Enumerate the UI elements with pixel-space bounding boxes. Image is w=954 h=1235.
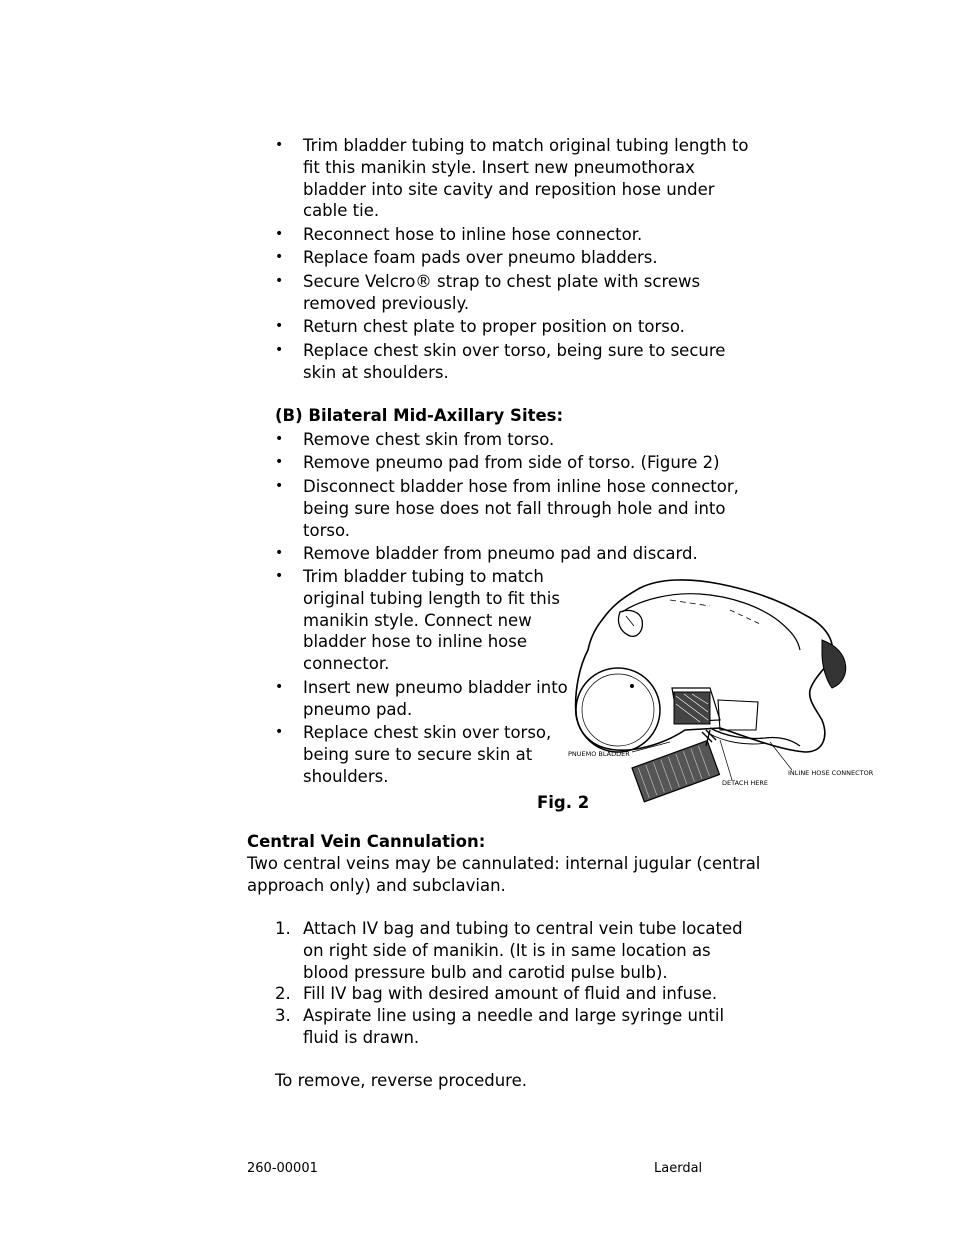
text-line: Secure Velcro® strap to chest plate with screws	[303, 272, 701, 291]
bullet-icon: •	[275, 679, 284, 695]
text-line: Remove bladder from pneumo pad and discard.	[303, 544, 698, 563]
closing-text: To remove, reverse procedure.	[275, 1071, 527, 1090]
bullet-icon: •	[275, 724, 284, 740]
text-line: fit this manikin style. Insert new pneumothorax	[303, 157, 695, 177]
text-line: bladder into site cavity and reposition hose under	[303, 179, 715, 199]
step-number: 1.	[275, 919, 291, 938]
text-line: torso.	[303, 520, 350, 540]
step-number: 3.	[275, 1006, 291, 1025]
pneumo-bladder	[632, 741, 719, 802]
right-dark-band	[822, 640, 846, 688]
text-line: fluid is drawn.	[303, 1027, 420, 1047]
central-vein-intro	[247, 853, 760, 897]
text-line: Return chest plate to proper position on torso.	[303, 317, 685, 336]
footer-brand: Laerdal	[654, 1161, 703, 1176]
arm-opening	[576, 668, 660, 752]
text-line: skin at shoulders.	[303, 362, 449, 382]
text-line: Attach IV bag and tubing to central vein tube located	[303, 919, 743, 938]
text-line: cable tie.	[303, 201, 380, 221]
text-line: connector.	[303, 654, 390, 674]
figure-caption: Fig. 2	[537, 793, 590, 812]
label-pneumo-bladder: PNUEMO BLADDER	[568, 750, 630, 758]
bullet-icon: •	[275, 454, 284, 470]
text-line: on right side of manikin. (It is in same location as	[303, 940, 711, 960]
torso-outline	[576, 580, 833, 752]
text-line: manikin style. Connect new	[303, 610, 532, 630]
text-line: Fill IV bag with desired amount of fluid and infuse.	[303, 984, 718, 1003]
text-line: blood pressure bulb and carotid pulse bulb).	[303, 962, 668, 982]
text-line: Insert new pneumo bladder into	[303, 678, 568, 697]
footer-document-number: 260-00001	[247, 1161, 318, 1176]
hose	[710, 728, 800, 746]
text-line: Two central veins may be cannulated: internal jugular (central	[247, 854, 761, 873]
text-line: being sure hose does not fall through hole and into	[303, 498, 726, 518]
text-line: Replace foam pads over pneumo bladders.	[303, 248, 658, 267]
text-line: Remove chest skin from torso.	[303, 430, 555, 449]
text-line: Remove pneumo pad from side of torso. (Figure 2)	[303, 453, 720, 472]
text-line: Aspirate line using a needle and large syringe until	[303, 1006, 725, 1025]
bullet-icon: •	[275, 431, 284, 447]
bullet-icon: •	[275, 568, 284, 584]
bullet-icon: •	[275, 342, 284, 358]
figure-2-illustration	[560, 570, 880, 810]
text-line: being sure to secure skin at	[303, 744, 533, 764]
text-line: Replace chest skin over torso,	[303, 723, 552, 742]
text-line: Disconnect bladder hose from inline hose connector,	[303, 477, 739, 496]
neck-opening	[618, 610, 642, 636]
text-line: removed previously.	[303, 293, 470, 313]
bullet-icon: •	[275, 478, 284, 494]
bullet-icon: •	[275, 137, 284, 153]
bullet-icon: •	[275, 226, 284, 242]
text-line: pneumo pad.	[303, 699, 413, 719]
bullet-icon: •	[275, 545, 284, 561]
text-line: Reconnect hose to inline hose connector.	[303, 225, 643, 244]
section-b-heading: (B) Bilateral Mid-Axillary Sites:	[275, 406, 564, 425]
text-line: approach only) and subclavian.	[247, 875, 506, 895]
step-number: 2.	[275, 984, 291, 1003]
central-vein-heading: Central Vein Cannulation:	[247, 832, 486, 851]
bullet-icon: •	[275, 318, 284, 334]
bullet-icon: •	[275, 249, 284, 265]
text-line: Replace chest skin over torso, being sure to secure	[303, 341, 726, 360]
bullet-icon: •	[275, 273, 284, 289]
label-inline-hose-connector: INLINE HOSE CONNECTOR	[788, 769, 874, 777]
text-line: shoulders.	[303, 766, 389, 786]
text-line: Trim bladder tubing to match original tubing length to	[303, 136, 749, 155]
label-detach-here: DETACH HERE	[722, 779, 769, 787]
text-line: original tubing length to fit this	[303, 588, 560, 608]
text-line: Trim bladder tubing to match	[303, 567, 544, 586]
text-line: bladder hose to inline hose	[303, 632, 528, 652]
shoulder-ridge	[622, 594, 800, 650]
